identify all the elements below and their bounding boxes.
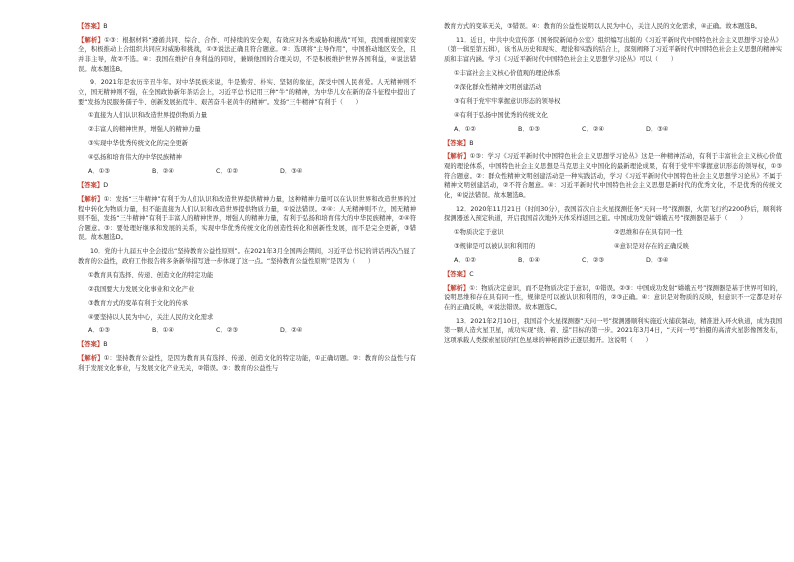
right-column — [444, 22, 782, 350]
answer-value: B — [103, 341, 108, 349]
explanation — [444, 284, 782, 313]
question-9-option: ②丰富人的精神世界，增强人的精神力量 — [88, 126, 201, 134]
question-12-option: ④意识是对存在的正确反映 — [614, 242, 689, 250]
answer-tag: 【 答案 】 — [78, 182, 103, 189]
choice-d: D．③④ — [280, 168, 303, 176]
choice-c: C．②③ — [216, 327, 238, 335]
question-9-option: ①直接为人们认识和改造世界提供物质力量 — [88, 112, 207, 120]
explanation-tag: 【 解析 】 — [78, 196, 104, 203]
choice-a: A．①② — [454, 125, 476, 133]
question-11-stem: 11．近日，中共中央宣传部（国务院新闻办公室）组织编写出版的《习近平新时代中国特色社会主义思想学习论丛》（第一辑至第五辑），该书从历史和现实、理论和实践的结合上，深刻阐释了习近平新时代中国特色社会主义思想的精神实质和丰富内涵。学习《习近平新时代中国特色社会主义思想学习论丛》可以（ ） — [444, 36, 782, 63]
question-11-option: ①丰富社会主义核心价值观的理论体系 — [454, 69, 561, 77]
question-10-option: ④要坚持以人民为中心，关注人民的文化需求 — [88, 313, 214, 321]
answer-value: C — [469, 270, 474, 278]
question-12-options-row-2 — [454, 242, 782, 252]
explanation-tag: 【 解析 】 — [444, 153, 470, 160]
answer-value: B — [103, 23, 108, 30]
answer-value: B — [469, 139, 474, 147]
answer-line — [444, 139, 782, 149]
question-10-option: ①教育具有选择、传递、创造文化的特定功能 — [88, 271, 214, 279]
answer-line — [78, 181, 416, 191]
question-11-option: ③有利于党牢牢掌握意识形态的领导权 — [454, 97, 561, 105]
question-12-choices — [454, 256, 782, 266]
choice-d: D．②④ — [280, 327, 303, 335]
explanation — [444, 152, 782, 200]
explanation-text: ①：发扬“三牛精神”有利于为人们认识和改造世界提供精神力量，这种精神力量可以在认识世界和改造世界的过程中转化为物质力量，但不能直接为人们认识和改造世界提供物质力量，①说法错误。②④：人无精神则不立，国无精神则不强，发扬“三牛精神”有利于丰富人的精神世界，增强人的精神力量，有利于弘扬和培育伟大的中华民族精神，②④符合题意。③：要处理好继承和发展的关系，实现中华优秀传统文化的创造性转化和创新性发展，而不是完全更新，③错误。故本题选D。 — [78, 196, 417, 242]
explanation-text: ①：物质决定意识，而不是物质决定于意识，①错误。②③：中国成功发射“嫦娥五号”探测器是基于世界可知的，说明思维和存在具有同一性，规律是可以被认识和利用的，②③正确。④：意识是对物质的反映，但意识不一定都是对存在的正确反映，④说法错误。故本题选C。 — [444, 284, 783, 311]
question-10-option: ②我国要大力发展文化事业和文化产业 — [88, 285, 195, 293]
answer-tag: 【 答案 】 — [444, 140, 469, 147]
explanation — [78, 354, 416, 373]
question-11-option: ②深化群众性精神文明创建活动 — [454, 83, 542, 91]
choice-b: B．②④ — [152, 168, 174, 176]
question-13-stem: 13．2021年2月10日，我国首个火星探测器“天问一号”探测器顺利实施近火捕获制动，精准进入环火轨道，成为我国第一颗人造火星卫星，成功实现“绕、着、巡”目标的第一步。2021年3月4日，“天问一号”拍摄的高清火星影像图发布，这项承载人类探索星辰的红色星球的神秘面纱正逐层揭开。这说明（ ） — [444, 317, 782, 344]
choice-a: A．①③ — [88, 168, 110, 176]
question-10-choices — [88, 326, 416, 336]
question-9-choices — [88, 167, 416, 177]
explanation-text: ①③：根据材料“遵循共同、综合、合作、可持续的安全观，有效应对各类威胁和挑战”可知，我国重视国家安全，积极推动上合组织共同应对威胁和挑战，①③说法正确且符合题意。②：选项将“主导作用”，中国推动地区安全，且并非主导，故②不选。④：我国在维护自身利益的同时，兼顾他国的合理关切，不是积极维护世界各国利益，④说法错误。故本题选B。 — [78, 36, 417, 73]
explanation-tag: 【 解析 】 — [78, 355, 104, 362]
choice-a: A．①③ — [88, 327, 110, 335]
choice-b: B．①③ — [518, 125, 540, 133]
answer-line — [78, 340, 416, 350]
question-11-choices — [454, 125, 782, 135]
question-9-stem: 9．2021年是农历辛丑牛年。对中华民族来说，牛是勤劳、朴实、坚韧的象征，深受中国人民喜爱。人无精神则不立，国无精神则不强，在全国政协新年茶话会上，习近平总书记用三种“牛”的精神，为中华儿女在新的奋斗征程中提出了要“发扬为民服务孺子牛、创新发展拓荒牛、艰苦奋斗老黄牛的精神”。发扬“三牛精神”有利于（ ） — [78, 79, 416, 106]
choice-c: C．①② — [216, 168, 238, 176]
answer-tag: 【 答案 】 — [78, 341, 103, 348]
choice-c: C．②④ — [582, 125, 604, 133]
answer-tag: 【 答案 】 — [444, 271, 469, 278]
explanation-tag: 【 解析 】 — [78, 37, 104, 44]
explanation-continued: 教育方式的变革无关，③错误。④：教育的公益性说明以人民为中心，关注人民的文化需求，④正确。故本题选B。 — [444, 23, 762, 30]
answer-line — [444, 270, 782, 280]
explanation-text: ①：坚持教育公益性，是因为教育具有选择、传递、创造文化的特定功能，①正确切题。②：教育的公益性与有利于发展文化事业，与发展文化产业无关，②错误。③：教育的公益性与 — [78, 355, 417, 372]
choice-a: A．①② — [454, 256, 476, 264]
left-column — [78, 22, 416, 378]
choice-d: D．③④ — [646, 125, 669, 133]
question-12-option: ①物质决定于意识 — [454, 228, 504, 236]
question-12-option: ③规律是可以被认识和利用的 — [454, 242, 536, 250]
choice-b: B．①④ — [152, 327, 174, 335]
question-10-stem: 10．党的十九届五中全会提出“坚持教育公益性原则”。在2021年3月全国两会期间，习近平总书记的讲话再次凸显了教育的公益性，政府工作报告将多条新举措写进一步体现了这一点。“坚持教育公益性原则”是因为（ ） — [78, 248, 416, 265]
choice-b: B．①④ — [518, 256, 540, 264]
choice-c: C．②③ — [582, 256, 604, 264]
explanation-text: ①③：学习《习近平新时代中国特色社会主义思想学习论丛》这是一种精神活动，有利于丰富社会主义核心价值观的理论体系，中国特色社会主义思想是马克思主义中国化的最新理论成果，有利于党牢牢掌握意识形态的领导权，①③符合题意。②：群众性精神文明创建活动是一种实践活动，学习《习近平新时代中国特色社会主义思想学习论丛》不属于精神文明创建活动，②不符合题意。④：习近平新时代中国特色社会主义思想是新时代的优秀文化，不是优秀的传统文化，④说法错误。故本题选B。 — [444, 153, 783, 199]
answer-value: D — [103, 182, 109, 190]
question-12-stem: 12．2020年11月21日（时间30分），我国首次自主火星探测任务“天问一号”探测器，火箭飞行约2200秒后，顺利将探测器送入预定轨道，开启我国首次地外天体采样返回之旅。中国成功发射“嫦娥五号”探测器是基于（ ） — [444, 205, 782, 223]
question-12-options-row-1 — [454, 228, 782, 238]
explanation-tag: 【 解析 】 — [444, 285, 469, 292]
answer-line — [78, 22, 416, 32]
question-10-option: ③教育方式的变革有利于文化的传承 — [88, 299, 189, 307]
choice-d: D．③④ — [646, 256, 669, 264]
explanation — [78, 195, 416, 243]
question-9-option: ④弘扬和培育伟大的中华民族精神 — [88, 154, 182, 162]
question-11-option: ④有利于弘扬中国优秀的传统文化 — [454, 111, 548, 119]
explanation — [78, 36, 416, 74]
answer-tag: 【 答案 】 — [78, 23, 103, 30]
question-12-option: ②思维和存在具有同一性 — [614, 228, 683, 236]
question-9-option: ③实现中华优秀传统文化的完全更新 — [88, 140, 189, 148]
